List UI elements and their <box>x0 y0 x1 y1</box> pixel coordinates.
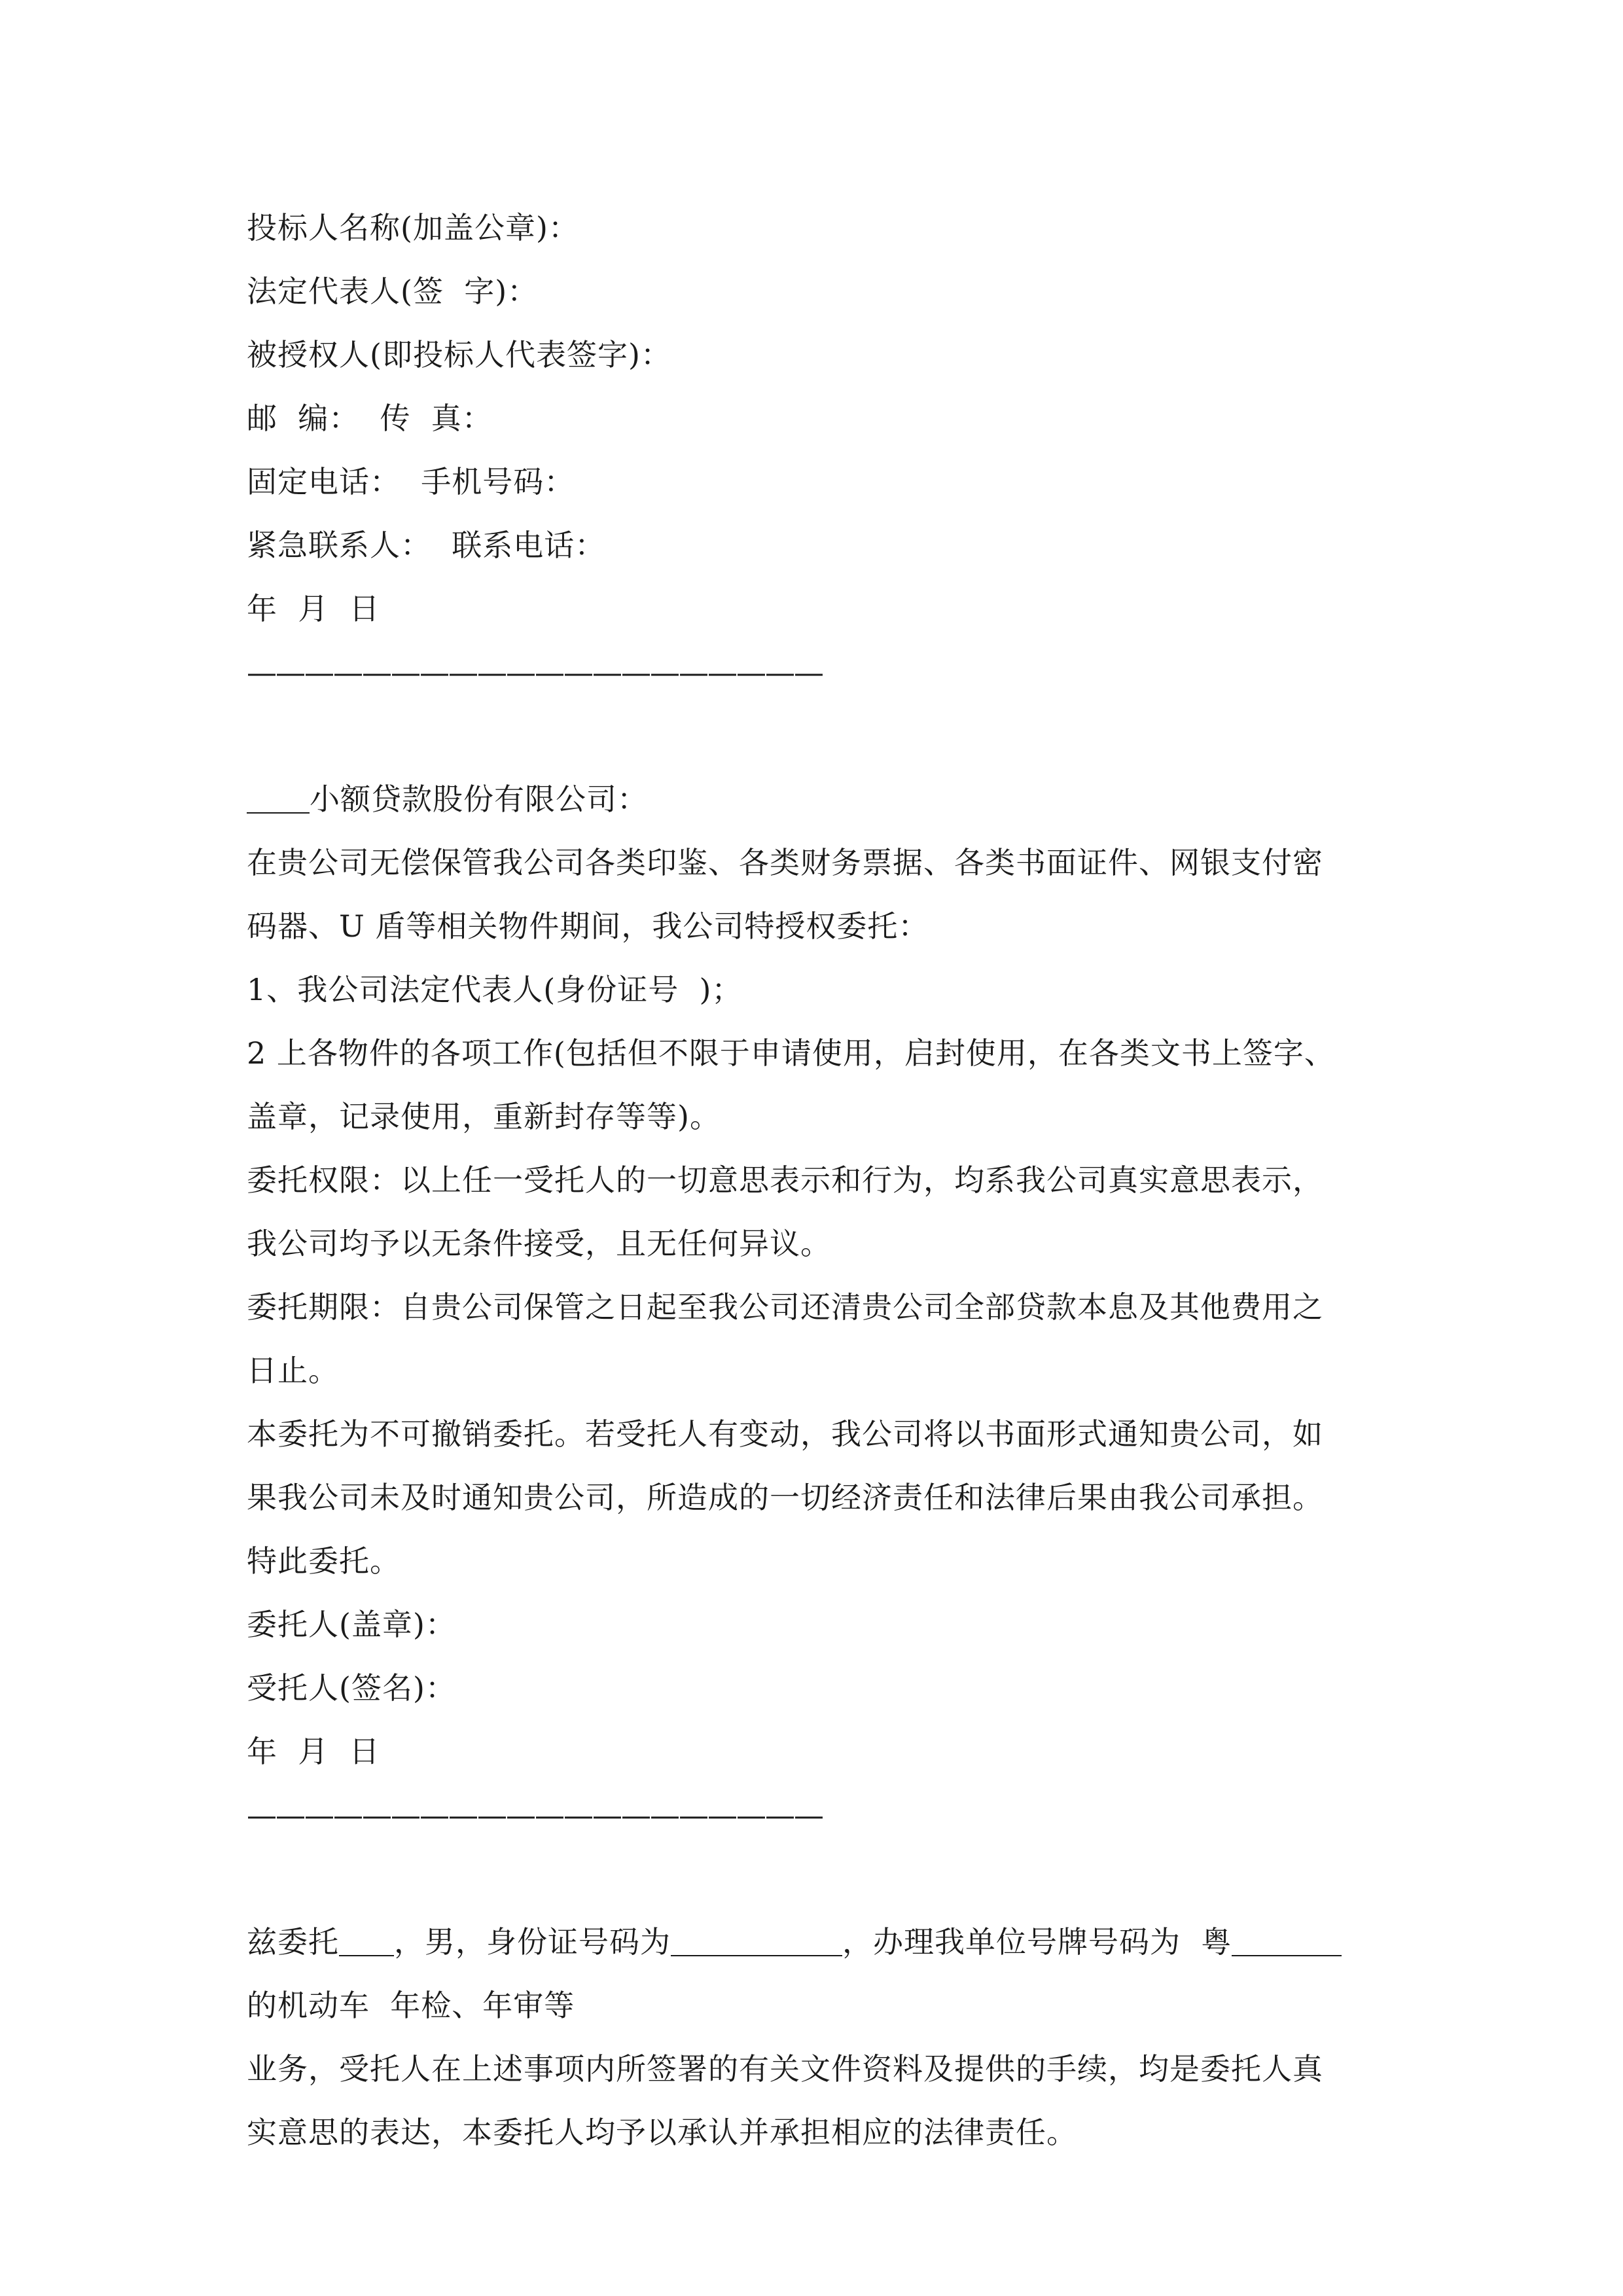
irrevocable-line-2: 果我公司未及时通知贵公司，所造成的一切经济责任和法律后果由我公司承担。 <box>247 1480 1323 1515</box>
company-name-blank <box>247 782 310 814</box>
postcode-fax-line: 邮 编： 传 真： <box>247 401 493 436</box>
separator-line: ———————————————————— <box>247 655 823 690</box>
intro-line-2: 码器、U 盾等相关物件期间，我公司特授权委托： <box>247 908 929 944</box>
emergency-contact-line: 紧急联系人： 联系电话： <box>247 528 606 563</box>
bidder-name-line: 投标人名称(加盖公章)： <box>247 210 579 245</box>
entrust-plate-label: ，办理我单位号牌号码为 粤 <box>842 1924 1232 1960</box>
hereby-line: 特此委托。 <box>247 1543 401 1579</box>
item-1-line: 1、我公司法定代表人(身份证号 )； <box>247 972 743 1007</box>
spacer-2 <box>247 1847 1399 1910</box>
entrust-id-label: ，男，身份证号码为 <box>394 1924 671 1960</box>
document-page <box>247 196 1399 2164</box>
term-line-1: 委托期限：自贵公司保管之日起至我公司还清贵公司全部贷款本息及其他费用之 <box>247 1289 1323 1325</box>
plate-number-blank <box>1232 1925 1342 1956</box>
principal-seal-line: 委托人(盖章)： <box>247 1607 456 1642</box>
date-line-2: 年 月 日 <box>247 1734 380 1769</box>
vehicle-entrust-line-4: 实意思的表达，本委托人均予以承认并承担相应的法律责任。 <box>247 2115 1077 2150</box>
vehicle-entrust-line-1 <box>247 1910 1399 1974</box>
legal-rep-line: 法定代表人(签 字)： <box>247 274 539 309</box>
id-number-blank <box>671 1925 842 1956</box>
phones-line: 固定电话： 手机号码： <box>247 464 575 499</box>
scope-line-1: 委托权限：以上任一受托人的一切意思表示和行为，均系我公司真实意思表示， <box>247 1162 1323 1198</box>
agent-signature-line: 受托人(签名)： <box>247 1670 456 1706</box>
irrevocable-line-1: 本委托为不可撤销委托。若受托人有变动，我公司将以书面形式通知贵公司，如 <box>247 1416 1323 1452</box>
date-line: 年 月 日 <box>247 591 380 626</box>
addressee-line <box>247 768 1399 831</box>
addressee-text: 小额贷款股份有限公司： <box>310 781 648 817</box>
spacer <box>247 704 1399 768</box>
separator-line-2: ———————————————————— <box>247 1797 823 1833</box>
name-blank <box>339 1925 394 1956</box>
item-2-line-1: 2 上各物件的各项工作(包括但不限于申请使用，启封使用，在各类文书上签字、 <box>247 1035 1335 1071</box>
intro-line-1: 在贵公司无偿保管我公司各类印鉴、各类财务票据、各类书面证件、网银支付密 <box>247 845 1323 880</box>
item-2-line-2: 盖章，记录使用，重新封存等等)。 <box>247 1099 721 1134</box>
term-line-2: 日止。 <box>247 1353 339 1388</box>
scope-line-2: 我公司均予以无条件接受，且无任何异议。 <box>247 1226 831 1261</box>
vehicle-entrust-line-3: 业务，受托人在上述事项内所签署的有关文件资料及提供的手续，均是委托人真 <box>247 2051 1323 2087</box>
authorized-person-line: 被授权人(即投标人代表签字)： <box>247 337 671 372</box>
vehicle-entrust-line-2: 的机动车 年检、年审等 <box>247 1988 575 2023</box>
entrust-prefix: 兹委托 <box>247 1924 339 1960</box>
